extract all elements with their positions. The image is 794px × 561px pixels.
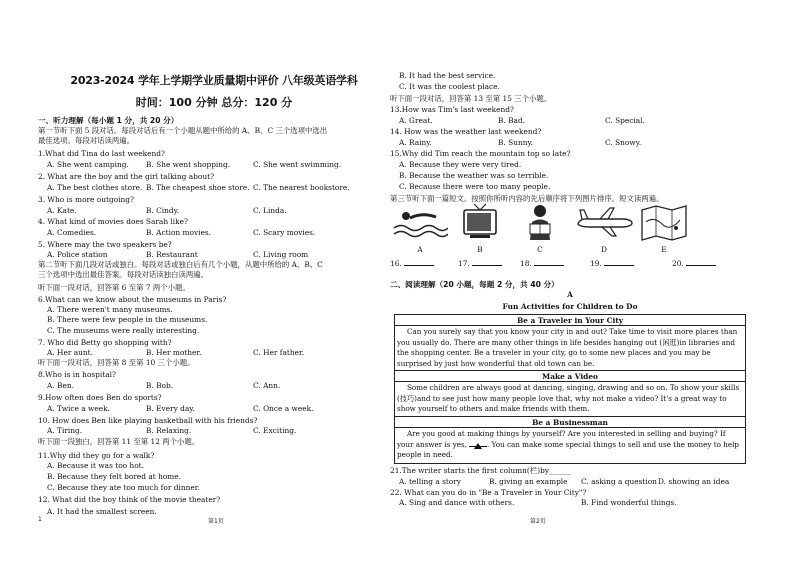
left-text-line: A. It had the smallest screen. (47, 507, 157, 516)
right-text-line: 13.How was Tim's last weekend? (390, 105, 514, 114)
answer-option: A. Police station (47, 250, 108, 259)
answer-option: C. Special. (605, 116, 645, 125)
right-text-line: 听下面一段对话，回答第 13 至第 15 三个小题。 (390, 94, 552, 103)
block-heading-video: Make a Video (542, 372, 598, 381)
answer-option: A. The best clothes store. (47, 183, 143, 192)
block-heading-traveler: Be a Traveler in Your City (516, 316, 624, 325)
answer-option: B. giving an example (489, 477, 568, 486)
right-text-line: 22. What can you do in "Be a Traveler in Your City"? (390, 488, 587, 497)
blank-number: 16. (390, 259, 402, 268)
answer-blank[interactable] (590, 258, 634, 268)
right-text-line: C. Because there were too many people. (399, 182, 551, 191)
answer-option: B. Sunny. (498, 138, 534, 147)
page-one (38, 0, 390, 561)
blank-with-triangle (469, 446, 487, 447)
answer-option: B. Every day. (146, 404, 195, 413)
left-text-line: 听下面一段对话，回答第 6 至第 7 两个小题。 (38, 283, 190, 292)
left-text-line: 8.Who is in hospital? (38, 370, 116, 379)
person-reading-icon (512, 202, 568, 242)
answer-blank[interactable] (520, 258, 564, 268)
swimming-icon (392, 202, 448, 242)
block-text-traveler: Can you surely say that you know your city in and out? Take time to visit more places than you usually do. There are many other things in life besides hanging out (闲逛)in libraries and the shopping center. Be a traveler in your city, go to some new places and you may be surprised by just how wonderful that old town can be. (397, 327, 738, 368)
left-text-line: 最佳选项。每段对话读两遍。 (38, 136, 135, 145)
answer-option: D. showing an idea (658, 477, 730, 486)
television-icon (452, 202, 508, 242)
page-corner-number: 1 (38, 516, 42, 523)
picture-d (574, 202, 630, 242)
left-text-line: 6.What can we know about the museums in Paris? (38, 295, 227, 304)
answer-blank[interactable] (672, 258, 716, 268)
left-text-line: 12. What did the boy think of the movie theater? (38, 495, 221, 504)
picture-label: B (477, 245, 483, 254)
left-text-line: 9.How often does Ben do sports? (38, 393, 162, 402)
left-text-line: 11.Why did they go for a walk? (38, 451, 155, 460)
blank-number: 18. (520, 259, 532, 268)
picture-label: E (661, 245, 667, 254)
left-text-line: B. There were few people in the museums. (47, 315, 208, 324)
left-text-line: 三个选项中选出最佳答案。每段对话读独白读两遍。 (38, 270, 208, 279)
block-text-business (397, 429, 743, 461)
left-text-line: 7. Who did Betty go shopping with? (38, 338, 172, 347)
picture-label: D (601, 245, 607, 254)
answer-option: C. She went swimming. (253, 160, 342, 169)
business-text-before: Are you good at making things by yourself? Are you interested in selling and buying? If your answer is yes, (397, 429, 726, 449)
answer-option: A. Rainy. (399, 138, 432, 147)
answer-option: B. Restaurant (146, 250, 198, 259)
passage-box (394, 314, 746, 464)
right-text-line: 二、阅读理解（20 小题，每题 2 分，共 40 分） (390, 280, 559, 289)
page-number-1: 第1页 (208, 518, 224, 525)
answer-option: B. Her mother. (146, 348, 202, 357)
answer-blank[interactable] (458, 258, 502, 268)
picture-c (512, 202, 568, 242)
right-text-line: A. Because they were very tired. (399, 160, 522, 169)
picture-e (636, 202, 692, 242)
picture-a (392, 202, 448, 242)
exam-time-score: 时间：100 分钟 总分：120 分 (135, 96, 293, 109)
answer-option: A. Tiring. (47, 426, 83, 435)
picture-b (452, 202, 508, 242)
block-text-video: Some children are always good at dancing, singing, drawing and so on. To show your skills (技巧)and to see just how many people love that, why not make a video? It's a great way to show yourself to others and make friends with them. (397, 383, 740, 414)
answer-option: C. Snowy. (605, 138, 642, 147)
right-text-line: 第三节听下面一篇短文。按照你所听内容的先后顺序将下列图片排序。短文读两遍。 (390, 194, 664, 203)
answer-option: C. Her father. (253, 348, 305, 357)
answer-option: C. Living room (253, 250, 309, 259)
answer-option: B. The cheapest shoe store. (146, 183, 250, 192)
page-two (390, 0, 750, 561)
blank-number: 20. (672, 259, 684, 268)
left-text-line: 听下面一段对话，回答第 8 至第 10 三个小题。 (38, 358, 195, 367)
left-text-line: B. Because they felt bored at home. (47, 472, 182, 481)
left-text-line: 2. What are the boy and the girl talking about? (38, 172, 215, 181)
right-text-line: B. It had the best service. (399, 71, 496, 80)
passage-letter: A (567, 290, 573, 299)
right-text-line: 14. How was the weather last weekend? (390, 127, 542, 136)
answer-option: A. Sing and dance with others. (399, 498, 515, 507)
passage-title: Fun Activities for Children to Do (502, 302, 638, 311)
answer-option: B. Cindy. (146, 206, 180, 215)
answer-option: A. Great. (399, 116, 433, 125)
answer-option: B. Action movies. (146, 228, 212, 237)
picture-label: C (537, 245, 543, 254)
answer-option: C. Exciting. (253, 426, 297, 435)
answer-option: A. Kate. (47, 206, 77, 215)
left-text-line: 5. Where may the two speakers be? (38, 240, 172, 249)
left-text-line: 听下面一段独白，回答第 11 至第 12 两个小题。 (38, 437, 200, 446)
answer-option: C. Linda. (253, 206, 287, 215)
left-text-line: A. There weren't many museums. (47, 305, 173, 314)
blank-number: 17. (458, 259, 470, 268)
left-text-line: 3. Who is more outgoing? (38, 195, 134, 204)
answer-option: B. Bad. (498, 116, 526, 125)
right-text-line: 21.The writer starts the first column(栏)by______ (390, 466, 572, 475)
exam-title: 2023-2024 学年上学期学业质量期中评价 八年级英语学科 (70, 74, 358, 87)
right-text-line: C. It was the coolest place. (399, 82, 500, 91)
answer-option: A. Her aunt. (47, 348, 93, 357)
left-text-line: C. The museums were really interesting. (47, 326, 200, 335)
answer-option: A. Twice a week. (47, 404, 110, 413)
left-text-line: 4. What kind of movies does Sarah like? (38, 217, 188, 226)
left-text-line: 第二节听下面几段对话或独白。每段对话或独白后有几个小题，从题中所给的 A、B、C (38, 260, 323, 269)
airplane-icon (574, 202, 634, 242)
business-text-after: . You can make some special things to sell and use the money to help people in need. (397, 439, 739, 460)
blank-number: 19. (590, 259, 602, 268)
answer-option: A. Comedies. (47, 228, 97, 237)
answer-option: C. The nearest bookstore. (253, 183, 350, 192)
left-text-line: 第一节听下面 5 段对话。每段对话后有一个小题从题中所给的 A、B、C 三个选项中选出 (38, 126, 328, 135)
answer-option: C. Once a week. (253, 404, 314, 413)
page-number-2: 第2页 (530, 518, 546, 525)
map-icon (636, 202, 692, 242)
answer-option: B. Find wonderful things. (581, 498, 677, 507)
answer-option: C. asking a question (581, 477, 657, 486)
answer-option: A. She went camping. (47, 160, 129, 169)
answer-option: C. Ann. (253, 381, 281, 390)
left-text-line: 一、听力理解（每小题 1 分，共 20 分） (38, 116, 179, 125)
answer-blank[interactable] (390, 258, 434, 268)
answer-option: B. Relaxing. (146, 426, 192, 435)
answer-option: A. telling a story (399, 477, 461, 486)
left-text-line: 1.What did Tina do last weekend? (38, 149, 165, 158)
left-text-line: 10. How does Ben like playing basketball with his friends? (38, 416, 258, 425)
right-text-line: B. Because the weather was so terrible. (399, 171, 549, 180)
answer-option: B. She went shopping. (146, 160, 231, 169)
left-text-line: C. Because they ate too much for dinner. (47, 483, 200, 492)
answer-option: A. Ben. (47, 381, 74, 390)
answer-option: C. Scary movies. (253, 228, 316, 237)
picture-label: A (417, 245, 423, 254)
left-text-line: A. Because it was too hot. (47, 461, 144, 470)
right-text-line: 15.Why did Tim reach the mountain top so late? (390, 149, 571, 158)
answer-option: B. Bob. (146, 381, 174, 390)
block-heading-business: Be a Businessman (532, 418, 608, 427)
